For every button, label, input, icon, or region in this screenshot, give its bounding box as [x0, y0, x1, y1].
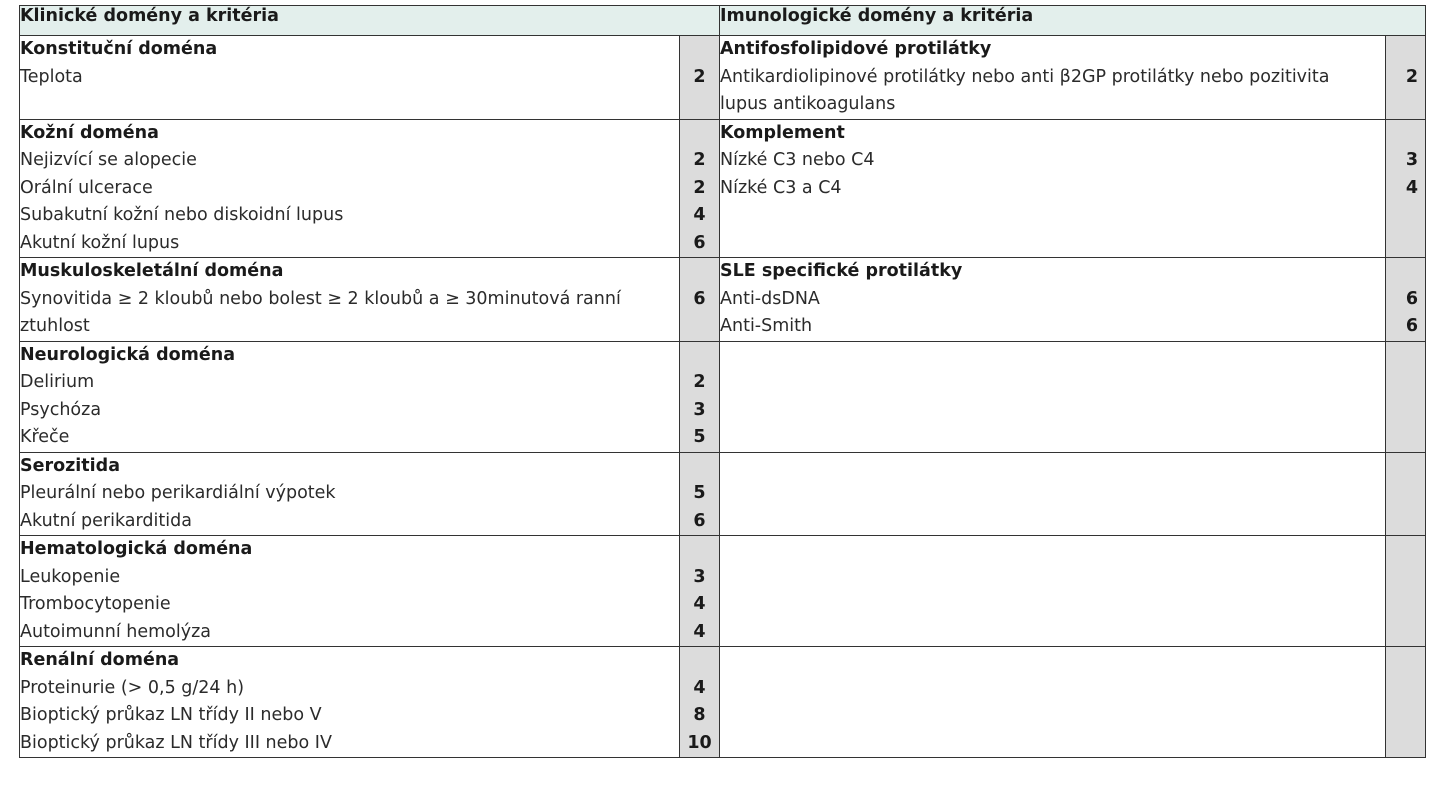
header-row	[20, 6, 1426, 36]
immuno-score-cell	[1386, 452, 1426, 536]
criterion-label: Antikardiolipinové protilátky nebo anti β2GP protilátky nebo pozitivita	[720, 66, 1330, 87]
criterion-score: 6	[693, 510, 706, 531]
criterion-label: Křeče	[20, 427, 70, 447]
criterion-score: 2	[693, 177, 706, 198]
criterion-label: Teplota	[20, 66, 83, 87]
criterion-score: 4	[1405, 177, 1419, 198]
criterion-label: Bioptický průkaz LN třídy II nebo V	[20, 705, 322, 725]
criterion-score: 2	[693, 150, 706, 170]
criterion-score: 6	[1405, 288, 1419, 309]
clinical-domain-musculoskeletal	[20, 258, 680, 342]
domain-title: Renální doména	[20, 650, 180, 670]
clinical-score-cell	[680, 341, 720, 452]
clinical-domain-constitutional	[20, 36, 680, 120]
criterion-score: 3	[693, 399, 706, 420]
immuno-score-cell	[1386, 119, 1426, 258]
domain-title: Konstituční doména	[20, 39, 218, 59]
immuno-domain-complement	[720, 119, 1386, 258]
criterion-score: 10	[687, 732, 712, 753]
domain-title: Serozitida	[20, 455, 121, 476]
domain-row	[20, 258, 1426, 342]
criterion-label: Leukopenie	[20, 566, 121, 587]
clinical-score-cell	[680, 647, 720, 758]
criterion-label: Akutní perikarditida	[20, 510, 192, 531]
criterion-label: Anti-dsDNA	[720, 288, 820, 309]
criteria-table	[19, 5, 1426, 758]
criterion-label: Delirium	[20, 372, 95, 392]
criterion-label: Psychóza	[20, 399, 102, 420]
criterion-score: 5	[693, 427, 706, 447]
criterion-label: Anti-Smith	[720, 316, 813, 336]
clinical-score-cell	[680, 36, 720, 120]
criterion-label: Akutní kožní lupus	[20, 232, 180, 253]
domain-title: SLE specifické protilátky	[720, 261, 963, 281]
immuno-score-cell	[1386, 258, 1426, 342]
immuno-score-cell	[1386, 536, 1426, 647]
criterion-label: Bioptický průkaz LN třídy III nebo IV	[20, 732, 332, 753]
criterion-label: Nejizvící se alopecie	[20, 150, 197, 170]
domain-title: Muskuloskeletální doména	[20, 261, 284, 281]
criterion-score: 4	[693, 205, 706, 225]
clinical-score-cell	[680, 536, 720, 647]
immuno-empty-cell	[720, 647, 1386, 758]
domain-row	[20, 341, 1426, 452]
criterion-label: Synovitida ≥ 2 kloubů nebo bolest ≥ 2 kloubů a ≥ 30minutová ranní	[20, 288, 621, 309]
immuno-score-cell	[1386, 341, 1426, 452]
immuno-score-cell	[1386, 36, 1426, 120]
criterion-label-cont: lupus antikoagulans	[720, 94, 896, 114]
criterion-score: 2	[1405, 66, 1419, 87]
criterion-label: Subakutní kožní nebo diskoidní lupus	[20, 205, 344, 225]
immuno-empty-cell	[720, 536, 1386, 647]
immuno-domain-sle-antibodies	[720, 258, 1386, 342]
criterion-score: 3	[1405, 150, 1419, 170]
criterion-score: 8	[693, 705, 706, 725]
immuno-empty-cell	[720, 452, 1386, 536]
criterion-score: 6	[693, 288, 706, 309]
immuno-empty-cell	[720, 341, 1386, 452]
criterion-label-cont: ztuhlost	[20, 316, 90, 336]
criterion-score: 6	[693, 232, 706, 253]
domain-title: Kožní doména	[20, 122, 159, 143]
clinical-domain-serositis	[20, 452, 680, 536]
clinical-score-cell	[680, 452, 720, 536]
domain-title: Komplement	[720, 122, 845, 143]
criterion-label: Nízké C3 nebo C4	[720, 150, 875, 170]
domain-row	[20, 119, 1426, 258]
domain-title: Hematologická doména	[20, 539, 253, 559]
domain-row	[20, 36, 1426, 120]
header-immunological: Imunologické domény a kritéria	[720, 6, 1426, 36]
header-clinical: Klinické domény a kritéria	[20, 6, 720, 36]
criterion-score: 4	[693, 621, 706, 642]
clinical-score-cell	[680, 119, 720, 258]
criterion-score: 6	[1405, 316, 1419, 336]
domain-title: Neurologická doména	[20, 344, 236, 365]
clinical-domain-neurological	[20, 341, 680, 452]
criterion-score: 5	[693, 483, 706, 503]
criterion-label: Pleurální nebo perikardiální výpotek	[20, 483, 336, 503]
criterion-score: 4	[693, 594, 706, 614]
criterion-label: Nízké C3 a C4	[720, 177, 842, 198]
clinical-domain-skin	[20, 119, 680, 258]
clinical-domain-renal	[20, 647, 680, 758]
criterion-label: Orální ulcerace	[20, 177, 153, 198]
criterion-label: Autoimunní hemolýza	[20, 621, 211, 642]
clinical-domain-hematological	[20, 536, 680, 647]
immuno-domain-antiphospholipid	[720, 36, 1386, 120]
domain-row	[20, 536, 1426, 647]
criterion-score: 4	[693, 677, 706, 698]
criterion-score: 2	[693, 372, 706, 392]
domain-row	[20, 452, 1426, 536]
domain-row	[20, 647, 1426, 758]
criterion-label: Trombocytopenie	[20, 594, 171, 614]
criterion-score: 3	[693, 566, 706, 587]
immuno-score-cell	[1386, 647, 1426, 758]
criterion-label: Proteinurie (> 0,5 g/24 h)	[20, 677, 245, 698]
criterion-score: 2	[693, 66, 706, 87]
clinical-score-cell	[680, 258, 720, 342]
domain-title: Antifosfolipidové protilátky	[720, 39, 992, 59]
